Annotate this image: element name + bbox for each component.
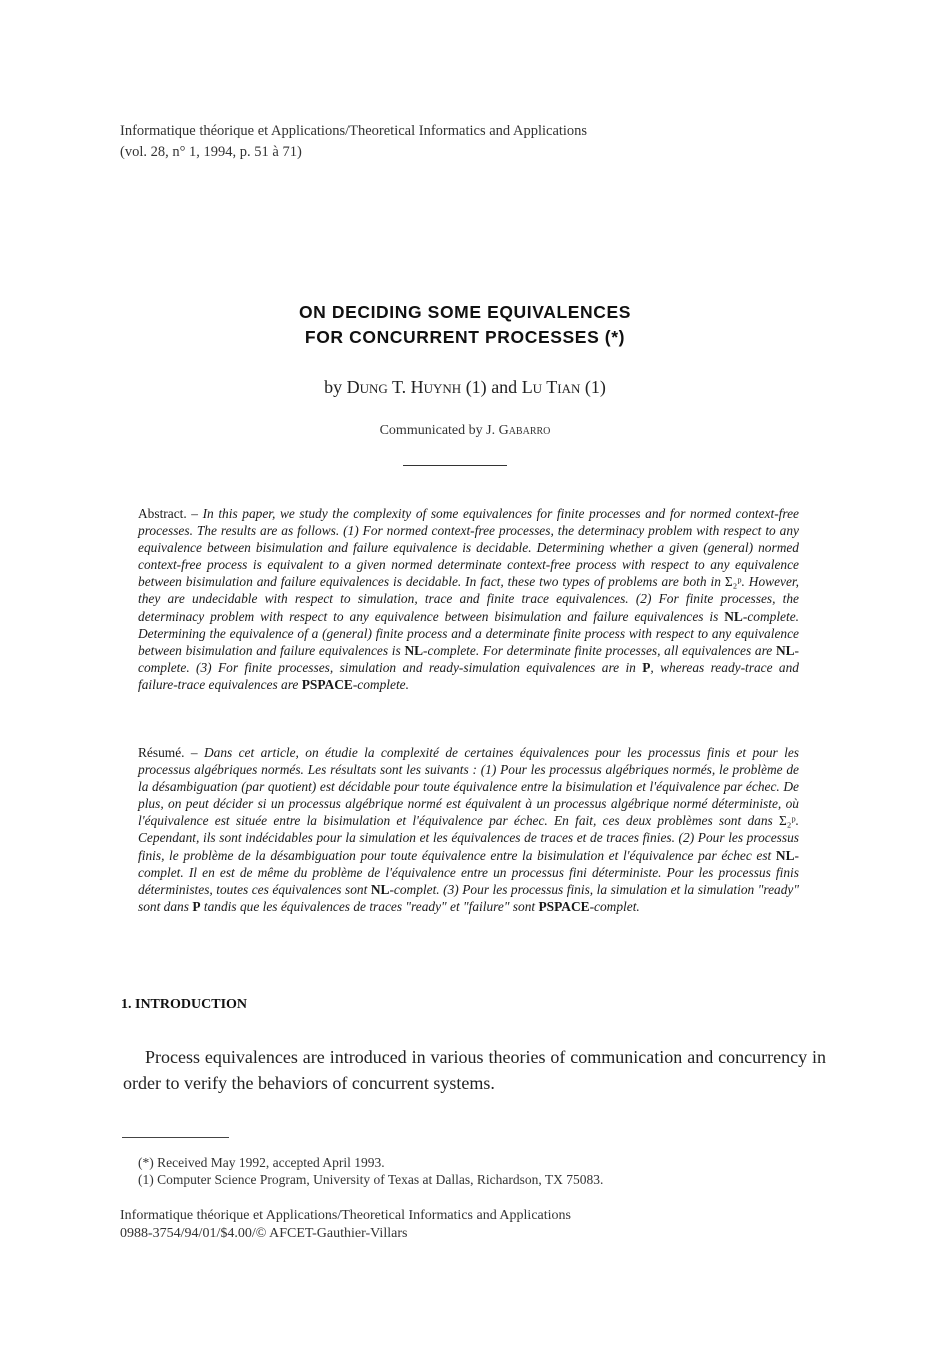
- abstract-pspace: PSPACE: [301, 676, 353, 692]
- resume-label: Résumé. –: [138, 745, 204, 760]
- resume-text-5: tandis que les équivalences de traces "ready" et "failure" sont: [200, 898, 539, 914]
- abstract-text-3: -complete. Determining the equivalence of a (general) finite process and a determinate finite process with respect to any equivalence between bisimulation and failure equivalences is: [138, 608, 799, 658]
- author-prefix: by: [324, 377, 347, 397]
- resume-text-3: -complet. Il en est de même du problème de l'équivalence entre un processus fini déterministe. Pour les processus finis déterministes, toutes ces équivalences sont: [138, 847, 799, 897]
- abstract-nl-2: NL: [404, 642, 424, 658]
- paper-title-line2: FOR CONCURRENT PROCESSES (*): [304, 327, 626, 347]
- footnote-received: (*) Received May 1992, accepted April 1993.: [138, 1155, 385, 1170]
- resume-sigma: Σ₂ᵖ: [779, 813, 796, 829]
- abstract-nl-1: NL: [724, 608, 743, 624]
- section-heading: 1. INTRODUCTION: [121, 997, 248, 1012]
- author-1: Dung T. Huynh: [346, 377, 462, 397]
- abstract-text-5: -complete. (3) For finite processes, simulation and ready-simulation equivalences are in: [138, 642, 800, 675]
- journal-volume: (vol. 28, n° 1, 1994, p. 51 à 71): [120, 144, 302, 160]
- resume-nl-1: NL: [775, 847, 795, 863]
- footer-journal: Informatique théorique et Applications/Theoretical Informatics and Applications: [120, 1208, 571, 1223]
- resume-p: P: [192, 898, 201, 914]
- abstract-p: P: [642, 659, 651, 675]
- resume-text-2: . Cependant, ils sont indécidables pour la simulation et les équivalences de traces et de traces finies. (2) Pour les processus finis, le problème de la désambiguation pour toute équivalence entre la bisimulation et l'équivalence par échec est: [138, 813, 799, 863]
- abstract-text-4: -complete. For determinate finite processes, all equivalences are: [423, 642, 776, 658]
- author-line: [0, 377, 930, 398]
- author-1-note: (1): [461, 377, 487, 397]
- resume-text-4: -complet. (3) Pour les processus finis, la simulation et la simulation "ready" sont dans: [138, 881, 799, 914]
- title-divider: [403, 465, 507, 466]
- communicated-name: Gabarro: [498, 423, 551, 438]
- abstract-sigma: Σ₂ᵖ: [724, 574, 742, 590]
- communicated-by: [0, 423, 930, 439]
- abstract-text-6: , whereas ready-trace and failure-trace equivalences are: [138, 659, 799, 692]
- footnote-divider: [122, 1137, 229, 1138]
- resume-pspace: PSPACE: [538, 898, 590, 914]
- author-2-note: (1): [580, 377, 606, 397]
- journal-header: [120, 121, 740, 163]
- resume: [138, 744, 799, 915]
- communicated-prefix: Communicated by J.: [379, 423, 499, 438]
- resume-text-6: -complet.: [589, 898, 640, 914]
- abstract-text-2: . However, they are undecidable with respect to simulation, trace and finite trace equivalences. (2) For finite processes, the determinacy problem with respect to any equivalence between bisimulation and failure equivalences is: [138, 574, 799, 624]
- abstract-text-7: -complete.: [352, 676, 409, 692]
- resume-nl-2: NL: [370, 881, 390, 897]
- body-paragraph: Process equivalences are introduced in various theories of communication and concurrency in order to verify the behaviors of concurrent systems.: [123, 1047, 826, 1093]
- footer-copyright: 0988-3754/94/01/$4.00/© AFCET-Gauthier-Villars: [120, 1226, 408, 1241]
- abstract: [138, 505, 799, 693]
- footnote-affiliation: (1) Computer Science Program, University of Texas at Dallas, Richardson, TX 75083.: [138, 1172, 604, 1187]
- paper-title-line1: ON DECIDING SOME EQUIVALENCES: [298, 302, 632, 322]
- abstract-label: Abstract. –: [138, 506, 203, 521]
- abstract-nl-3: NL: [775, 642, 795, 658]
- author-2: Lu Tian: [521, 377, 581, 397]
- journal-title: Informatique théorique et Applications/Theoretical Informatics and Applications: [120, 123, 588, 139]
- resume-text-1: Dans cet article, on étudie la complexité de certaines équivalences pour les processus finis et pour les processus algébriques normés. Les résultats sont les suivants : (1) Pour les processus algébriques normés, le problème de la désambiguation (par quotient) est décidable pour toute équivalence entre la bisimulation et l'équivalence par échec. De plus, on peut décider si un processus algébrique normé est équivalent à un processus algébrique normé déterministe, où l'équivalence est située entre la bisimulation et l'équivalence par échec. En fait, ces deux problèmes sont dans: [138, 745, 799, 829]
- author-joiner: and: [486, 377, 522, 397]
- abstract-text-1: In this paper, we study the complexity of some equivalences for finite processes and for normed context-free processes. The results are as follows. (1) For normed context-free processes, the determinacy problem with respect to any equivalence between bisimulation and failure equivalence is decidable. Determining whether a given (general) normed context-free process is equivalent to a given normed determinate context-free process with respect to any equivalence between bisimulation and failure equivalences is decidable. In fact, these two types of problems are both in: [138, 506, 799, 590]
